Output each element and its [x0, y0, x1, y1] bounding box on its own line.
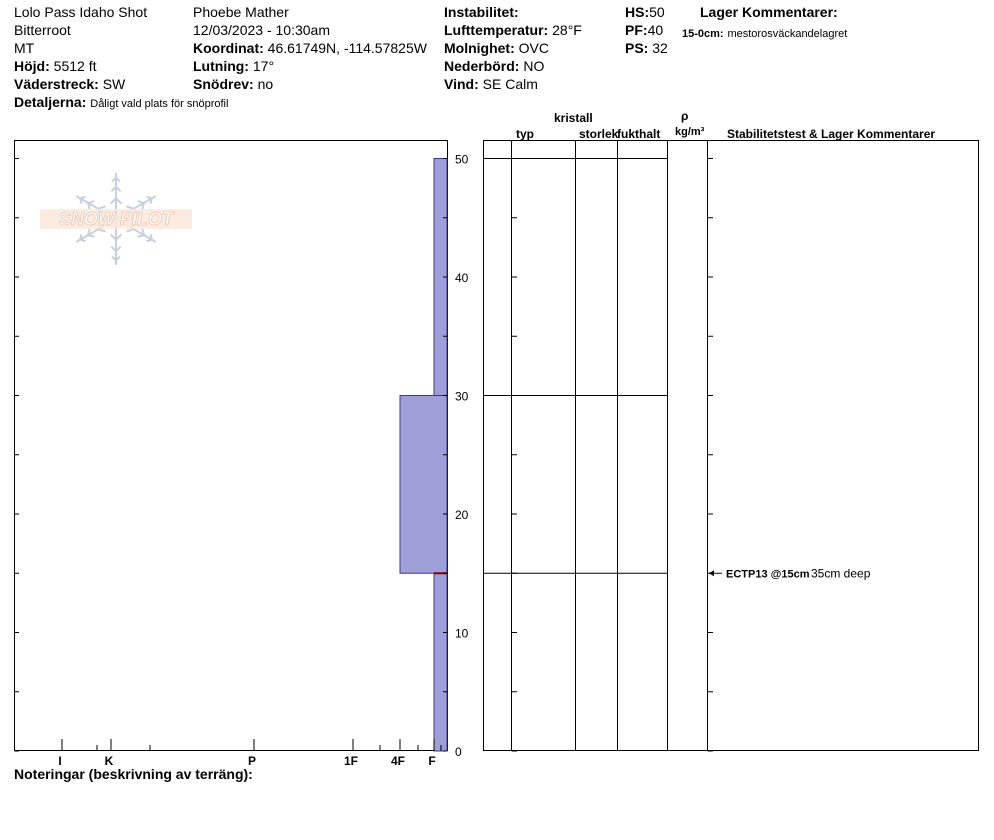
ps-label: PS:: [625, 40, 649, 56]
header-density-unit: kg/m³: [675, 126, 705, 138]
instability-label: Instabilitet:: [444, 4, 519, 20]
test-code: ECTP13 @15cm: [726, 568, 810, 581]
header-rho: ρ: [681, 109, 689, 123]
layer-comments-title: Lager Kommentarer:: [700, 4, 838, 20]
layer-table-frame: [484, 141, 979, 751]
observation-datetime: 12/03/2023 - 10:30am: [193, 22, 330, 38]
snowflake-branch: [138, 235, 144, 237]
airtemp-label: Lufttemperatur:: [444, 22, 549, 38]
y-tick-label: 10: [455, 626, 469, 641]
snowflake-branch: [147, 240, 152, 242]
hardness-tick-label: F: [428, 754, 436, 768]
test-comment: 35cm deep: [811, 566, 871, 581]
slope-value: 17°: [252, 58, 275, 74]
layer-comment-depth: 15-0cm:: [682, 28, 724, 40]
aspect-value: SW: [102, 76, 126, 92]
hardness-layer: [400, 396, 447, 574]
snowflake-branch: [126, 229, 133, 231]
notes-label: Noteringar (beskrivning av terräng):: [14, 766, 253, 782]
hs-value: 50: [649, 4, 665, 20]
hardness-tick-label: I: [58, 754, 62, 768]
header-kristall: kristall: [554, 111, 593, 125]
aspect-label: Väderstreck:: [14, 76, 99, 92]
wind-label: Vind:: [444, 76, 479, 92]
slope-label: Lutning:: [193, 58, 249, 74]
observer-name: Phoebe Mather: [193, 4, 289, 20]
y-tick-label: 40: [455, 271, 469, 285]
hardness-frame: [15, 141, 448, 751]
coordinate-value: 46.61749N, -114.57825W: [267, 40, 427, 56]
y-tick-label: 20: [455, 508, 469, 522]
hs-label: HS:: [625, 4, 650, 20]
snowflake-branch: [98, 229, 105, 231]
snowflake-branch: [80, 197, 85, 199]
header-stability: Stabilitetstest & Lager Kommentarer: [727, 127, 936, 141]
ps-value: 32: [652, 40, 668, 56]
airtemp-value: 28°F: [552, 22, 582, 38]
wind-value: SE Calm: [482, 76, 538, 92]
y-tick-label: 30: [455, 389, 469, 404]
layer-comment-text: mestorosväckandelagret: [727, 28, 848, 40]
drift-label: Snödrev:: [193, 76, 254, 92]
header-typ: typ: [516, 127, 534, 141]
location-name: Lolo Pass Idaho Shot: [14, 4, 148, 20]
hardness-tick-label: 1F: [343, 754, 359, 768]
hardness-tick-label: 4F: [390, 754, 406, 768]
test-pointer-arrow: [709, 570, 714, 576]
snowpilot-logo: [40, 173, 192, 265]
hardness-tick-label: P: [247, 754, 257, 768]
header-fukthalt: fukthalt: [617, 127, 661, 141]
header-storlek: storlek: [579, 127, 619, 141]
state-name: MT: [14, 40, 35, 56]
hardness-layer: [434, 573, 447, 751]
elevation-label: Höjd:: [14, 58, 50, 74]
precip-value: NO: [523, 58, 545, 74]
snowflake-branch: [147, 197, 152, 199]
elevation-value: 5512 ft: [53, 58, 97, 74]
drift-value: no: [257, 76, 274, 92]
snowflake-branch: [151, 234, 152, 239]
y-tick-label: 0: [455, 745, 462, 759]
y-tick-label: 50: [455, 152, 469, 167]
range-name: Bitterroot: [14, 22, 71, 38]
sky-label: Molnighet:: [444, 40, 515, 56]
hardness-tick-label: K: [104, 754, 114, 768]
details-value: Dåligt vald plats för snöprofil: [90, 98, 229, 110]
pf-label: PF:: [625, 22, 648, 38]
coordinate-label: Koordinat:: [193, 40, 264, 56]
pf-value: 40: [647, 22, 664, 38]
sky-value: OVC: [518, 40, 549, 56]
snowflake-branch: [80, 198, 81, 203]
details-label: Detaljerna:: [14, 94, 87, 110]
precip-label: Nederbörd:: [444, 58, 520, 74]
snowflake-branch: [88, 235, 94, 237]
snowflake-branch: [80, 240, 85, 242]
snowflake-branch: [138, 201, 144, 203]
logo-text: SNOW PILOT: [59, 209, 173, 229]
snowflake-branch: [88, 201, 94, 203]
